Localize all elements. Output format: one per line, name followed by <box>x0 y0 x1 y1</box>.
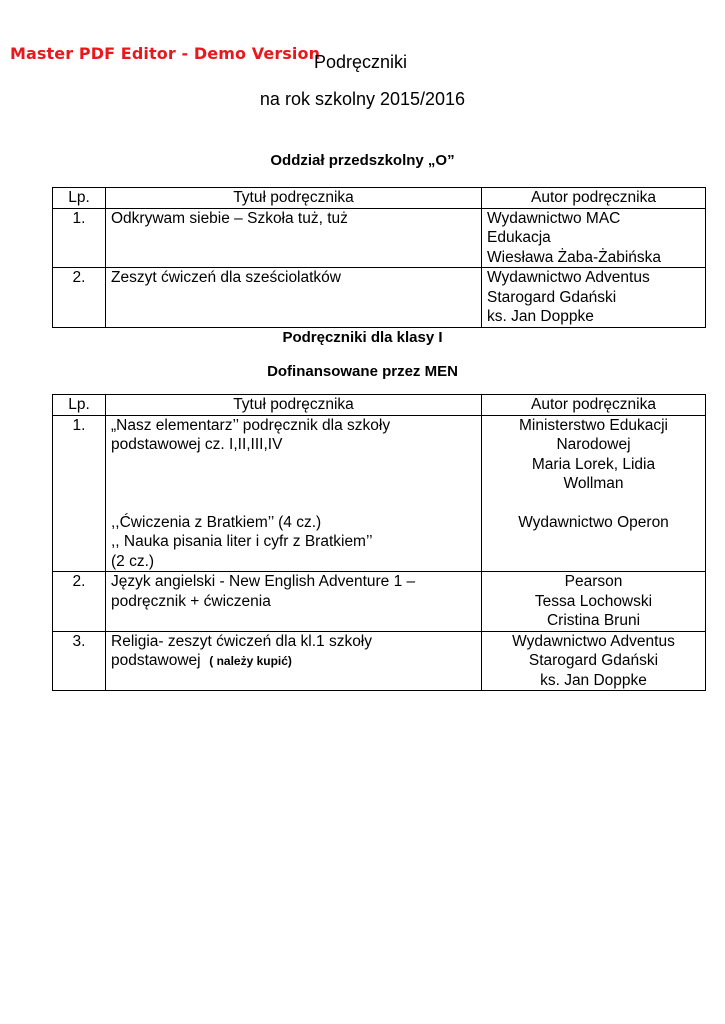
class1-table <box>52 394 706 691</box>
row-title <box>106 415 482 572</box>
demo-watermark: Master PDF Editor - Demo Version <box>10 44 321 63</box>
row-lp: 1. <box>53 208 106 268</box>
author-line: Tessa Lochowski <box>534 592 653 610</box>
document-title: Podręczniki <box>314 52 408 72</box>
spacer <box>111 455 476 513</box>
title-line: Religia- zeszyt ćwiczeń dla kl.1 szkoły <box>111 632 373 650</box>
author-line: Wydawnictwo Adventus <box>512 632 675 650</box>
row-author <box>482 208 706 268</box>
title-line: ,,Ćwiczenia z Bratkiem’’ (4 cz.) <box>111 513 322 531</box>
author-line: Narodowej <box>556 436 631 453</box>
row-author <box>482 415 706 572</box>
row-title: Odkrywam siebie – Szkoła tuż, tuż <box>106 208 482 268</box>
title-line: (2 cz.) <box>111 552 155 570</box>
table-row <box>53 415 706 572</box>
title-line: podstawowej cz. I,II,III,IV <box>111 436 283 453</box>
title-line: „Nasz elementarz’’ podręcznik dla szkoły <box>111 416 391 434</box>
col-header-lp: Lp. <box>53 188 106 209</box>
table-row <box>53 631 706 691</box>
table-row <box>53 208 706 268</box>
author-line: Wydawnictwo Adventus <box>487 269 650 286</box>
author-line: Ministerstwo Edukacji <box>518 416 669 434</box>
col-header-title: Tytuł podręcznika <box>106 395 482 416</box>
section-title-class1: Podręczniki dla klasy I <box>282 329 443 346</box>
row-lp: 2. <box>53 268 106 328</box>
author-line: Wollman <box>563 475 624 492</box>
section-subtitle-men: Dofinansowane przez MEN <box>267 363 458 380</box>
table-row <box>53 572 706 632</box>
author-line: ks. Jan Doppke <box>487 308 594 325</box>
author-line: Wiesława Żaba-Żabińska <box>487 248 662 266</box>
col-header-title: Tytuł podręcznika <box>106 188 482 209</box>
author-line: Wydawnictwo MAC <box>487 209 621 227</box>
title-line <box>111 651 476 672</box>
author-line: Wydawnictwo Operon <box>518 513 669 531</box>
author-line: Edukacja <box>487 229 551 246</box>
title-line: Język angielski - New English Adventure 1 – <box>111 573 416 590</box>
author-line: Starogard Gdański <box>487 288 617 306</box>
title-line: ,, Nauka pisania liter i cyfr z Bratkiem’’ <box>111 533 373 550</box>
title-line: podręcznik + ćwiczenia <box>111 592 271 610</box>
title-text: podstawowej <box>111 652 201 669</box>
preschool-table <box>52 187 706 328</box>
spacer <box>487 494 700 513</box>
table-header-row <box>53 395 706 416</box>
row-title <box>106 572 482 632</box>
table-row <box>53 268 706 328</box>
row-title: Zeszyt ćwiczeń dla sześciolatków <box>106 268 482 328</box>
author-line: Maria Lorek, Lidia <box>531 455 656 473</box>
author-line: Starogard Gdański <box>528 652 659 669</box>
col-header-author: Autor podręcznika <box>482 188 706 209</box>
row-lp: 1. <box>53 415 106 572</box>
title-note: ( należy kupić) <box>209 654 292 668</box>
document-subtitle: na rok szkolny 2015/2016 <box>259 89 466 109</box>
table-header-row <box>53 188 706 209</box>
row-author <box>482 631 706 691</box>
author-line: Pearson <box>564 573 623 590</box>
row-author <box>482 572 706 632</box>
col-header-lp: Lp. <box>53 395 106 416</box>
author-line: Cristina Bruni <box>546 612 641 629</box>
section-title-preschool: Oddział przedszkolny „O” <box>270 152 455 169</box>
row-lp: 2. <box>53 572 106 632</box>
row-title <box>106 631 482 691</box>
col-header-author: Autor podręcznika <box>482 395 706 416</box>
row-author <box>482 268 706 328</box>
author-line: ks. Jan Doppke <box>540 671 647 689</box>
row-lp: 3. <box>53 631 106 691</box>
